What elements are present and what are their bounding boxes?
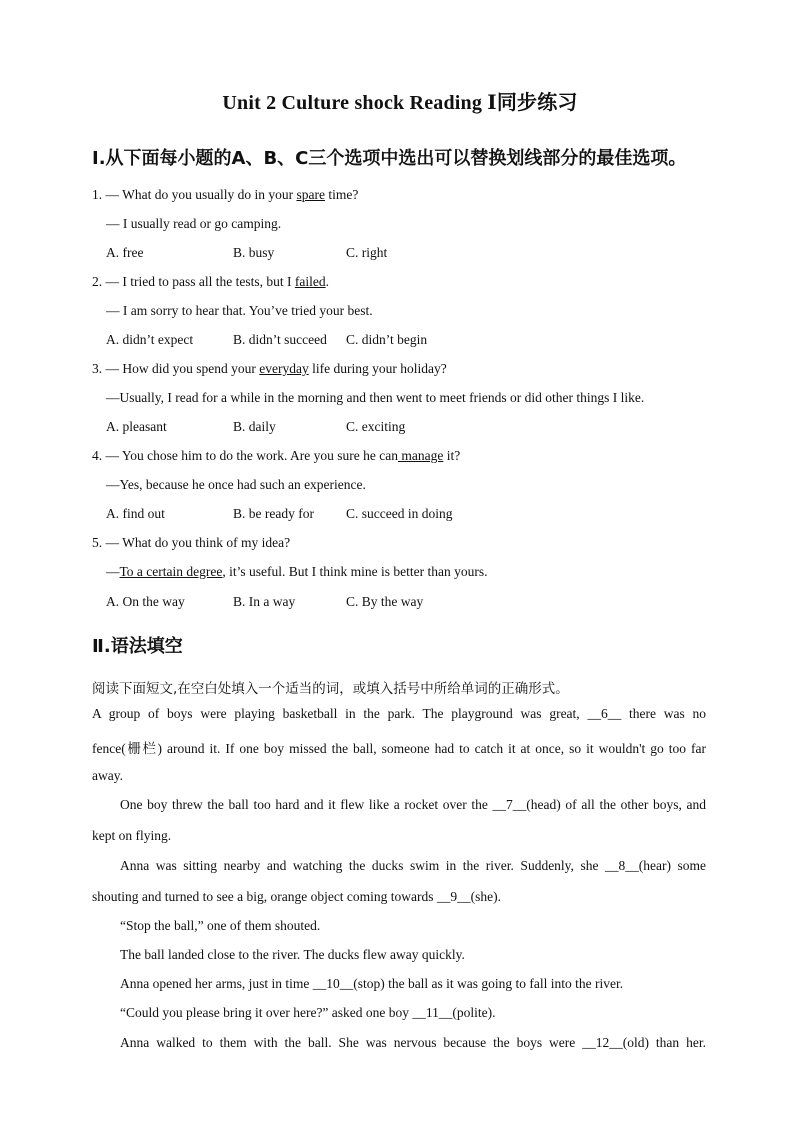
option-1a: A. free (106, 245, 144, 260)
section1-heading: Ⅰ.从下面每小题的A、B、C三个选项中选出可以替换划线部分的最佳选项。 (92, 148, 687, 169)
underlined-phrase: To a certain degree (119, 564, 223, 579)
passage-line: Anna was sitting nearby and watching the ducks swim in the river. Suddenly, she __8__(hear) some (120, 858, 706, 873)
passage-line: “Could you please bring it over here?” asked one boy __11__(polite). (120, 1005, 496, 1020)
option-3a: A. pleasant (106, 419, 167, 434)
section2-heading: Ⅱ.语法填空 (92, 636, 183, 657)
passage-line: shouting and turned to see a big, orange object coming towards __9__(she). (92, 889, 502, 904)
underlined-word: spare (296, 187, 325, 202)
answer-text: , it’s useful. But I think mine is better than yours. (222, 564, 488, 579)
option-4a: A. find out (106, 506, 165, 521)
answer-1: — I usually read or go camping. (106, 216, 282, 231)
answer-2: — I am sorry to hear that. You’ve tried your best. (106, 303, 373, 318)
option-1c: C. right (346, 245, 388, 260)
passage-line: Anna walked to them with the ball. She was nervous because the boys were __12__(old) than her. (120, 1035, 706, 1050)
option-4c: C. succeed in doing (346, 506, 453, 521)
answer-4: —Yes, because he once had such an experience. (106, 477, 366, 492)
question-text: it? (443, 448, 461, 463)
passage-line: “Stop the ball,” one of them shouted. (120, 918, 321, 933)
passage-line: One boy threw the ball too hard and it flew like a rocket over the __7__(head) of all the other boys, and (120, 797, 706, 812)
underlined-word: manage (397, 448, 444, 463)
passage-line: fence(栅栏) around it. If one boy missed the ball, someone had to catch it at once, so it wouldn't go too far (92, 741, 706, 756)
answer-text: — (106, 564, 120, 579)
question-3 (92, 361, 447, 377)
question-text: life during your holiday? (308, 361, 447, 376)
option-1b: B. busy (233, 245, 275, 260)
option-3c: C. exciting (346, 419, 406, 434)
option-2c: C. didn’t begin (346, 332, 428, 347)
passage-line: Anna opened her arms, just in time __10__(stop) the ball as it was going to fall into the river. (120, 976, 624, 991)
passage-line: kept on flying. (92, 828, 172, 843)
option-5b: B. In a way (233, 594, 296, 609)
underlined-word: everyday (259, 361, 309, 376)
underlined-word: failed (294, 274, 326, 289)
option-2b: B. didn’t succeed (233, 332, 327, 347)
page-title: Unit 2 Culture shock Reading Ⅰ同步练习 (222, 92, 578, 114)
section2-instruction: 阅读下面短文,在空白处填入一个适当的词，或填入括号中所给单词的正确形式。 (92, 681, 569, 697)
question-text: time? (324, 187, 359, 202)
question-1 (92, 187, 358, 203)
passage-line: away. (92, 768, 123, 783)
question-text: 4. — You chose him to do the work. Are you sure he can (92, 448, 398, 463)
question-text: 1. — What do you usually do in your (92, 187, 297, 202)
question-4 (92, 448, 460, 464)
question-text: . (325, 274, 329, 289)
option-5c: C. By the way (346, 594, 424, 609)
option-5a: A. On the way (106, 594, 185, 609)
option-3b: B. daily (233, 419, 276, 434)
passage-line: A group of boys were playing basketball in the park. The playground was great, __6__ there was no (92, 706, 706, 721)
question-2 (92, 274, 329, 290)
answer-3: —Usually, I read for a while in the morning and then went to meet friends or did other things I like. (106, 390, 645, 405)
question-text: 3. — How did you spend your (92, 361, 260, 376)
answer-5 (106, 564, 487, 580)
question-5: 5. — What do you think of my idea? (92, 535, 291, 550)
option-4b: B. be ready for (233, 506, 314, 521)
passage-line: The ball landed close to the river. The ducks flew away quickly. (120, 947, 465, 962)
option-2a: A. didn’t expect (106, 332, 194, 347)
question-text: 2. — I tried to pass all the tests, but I (92, 274, 295, 289)
